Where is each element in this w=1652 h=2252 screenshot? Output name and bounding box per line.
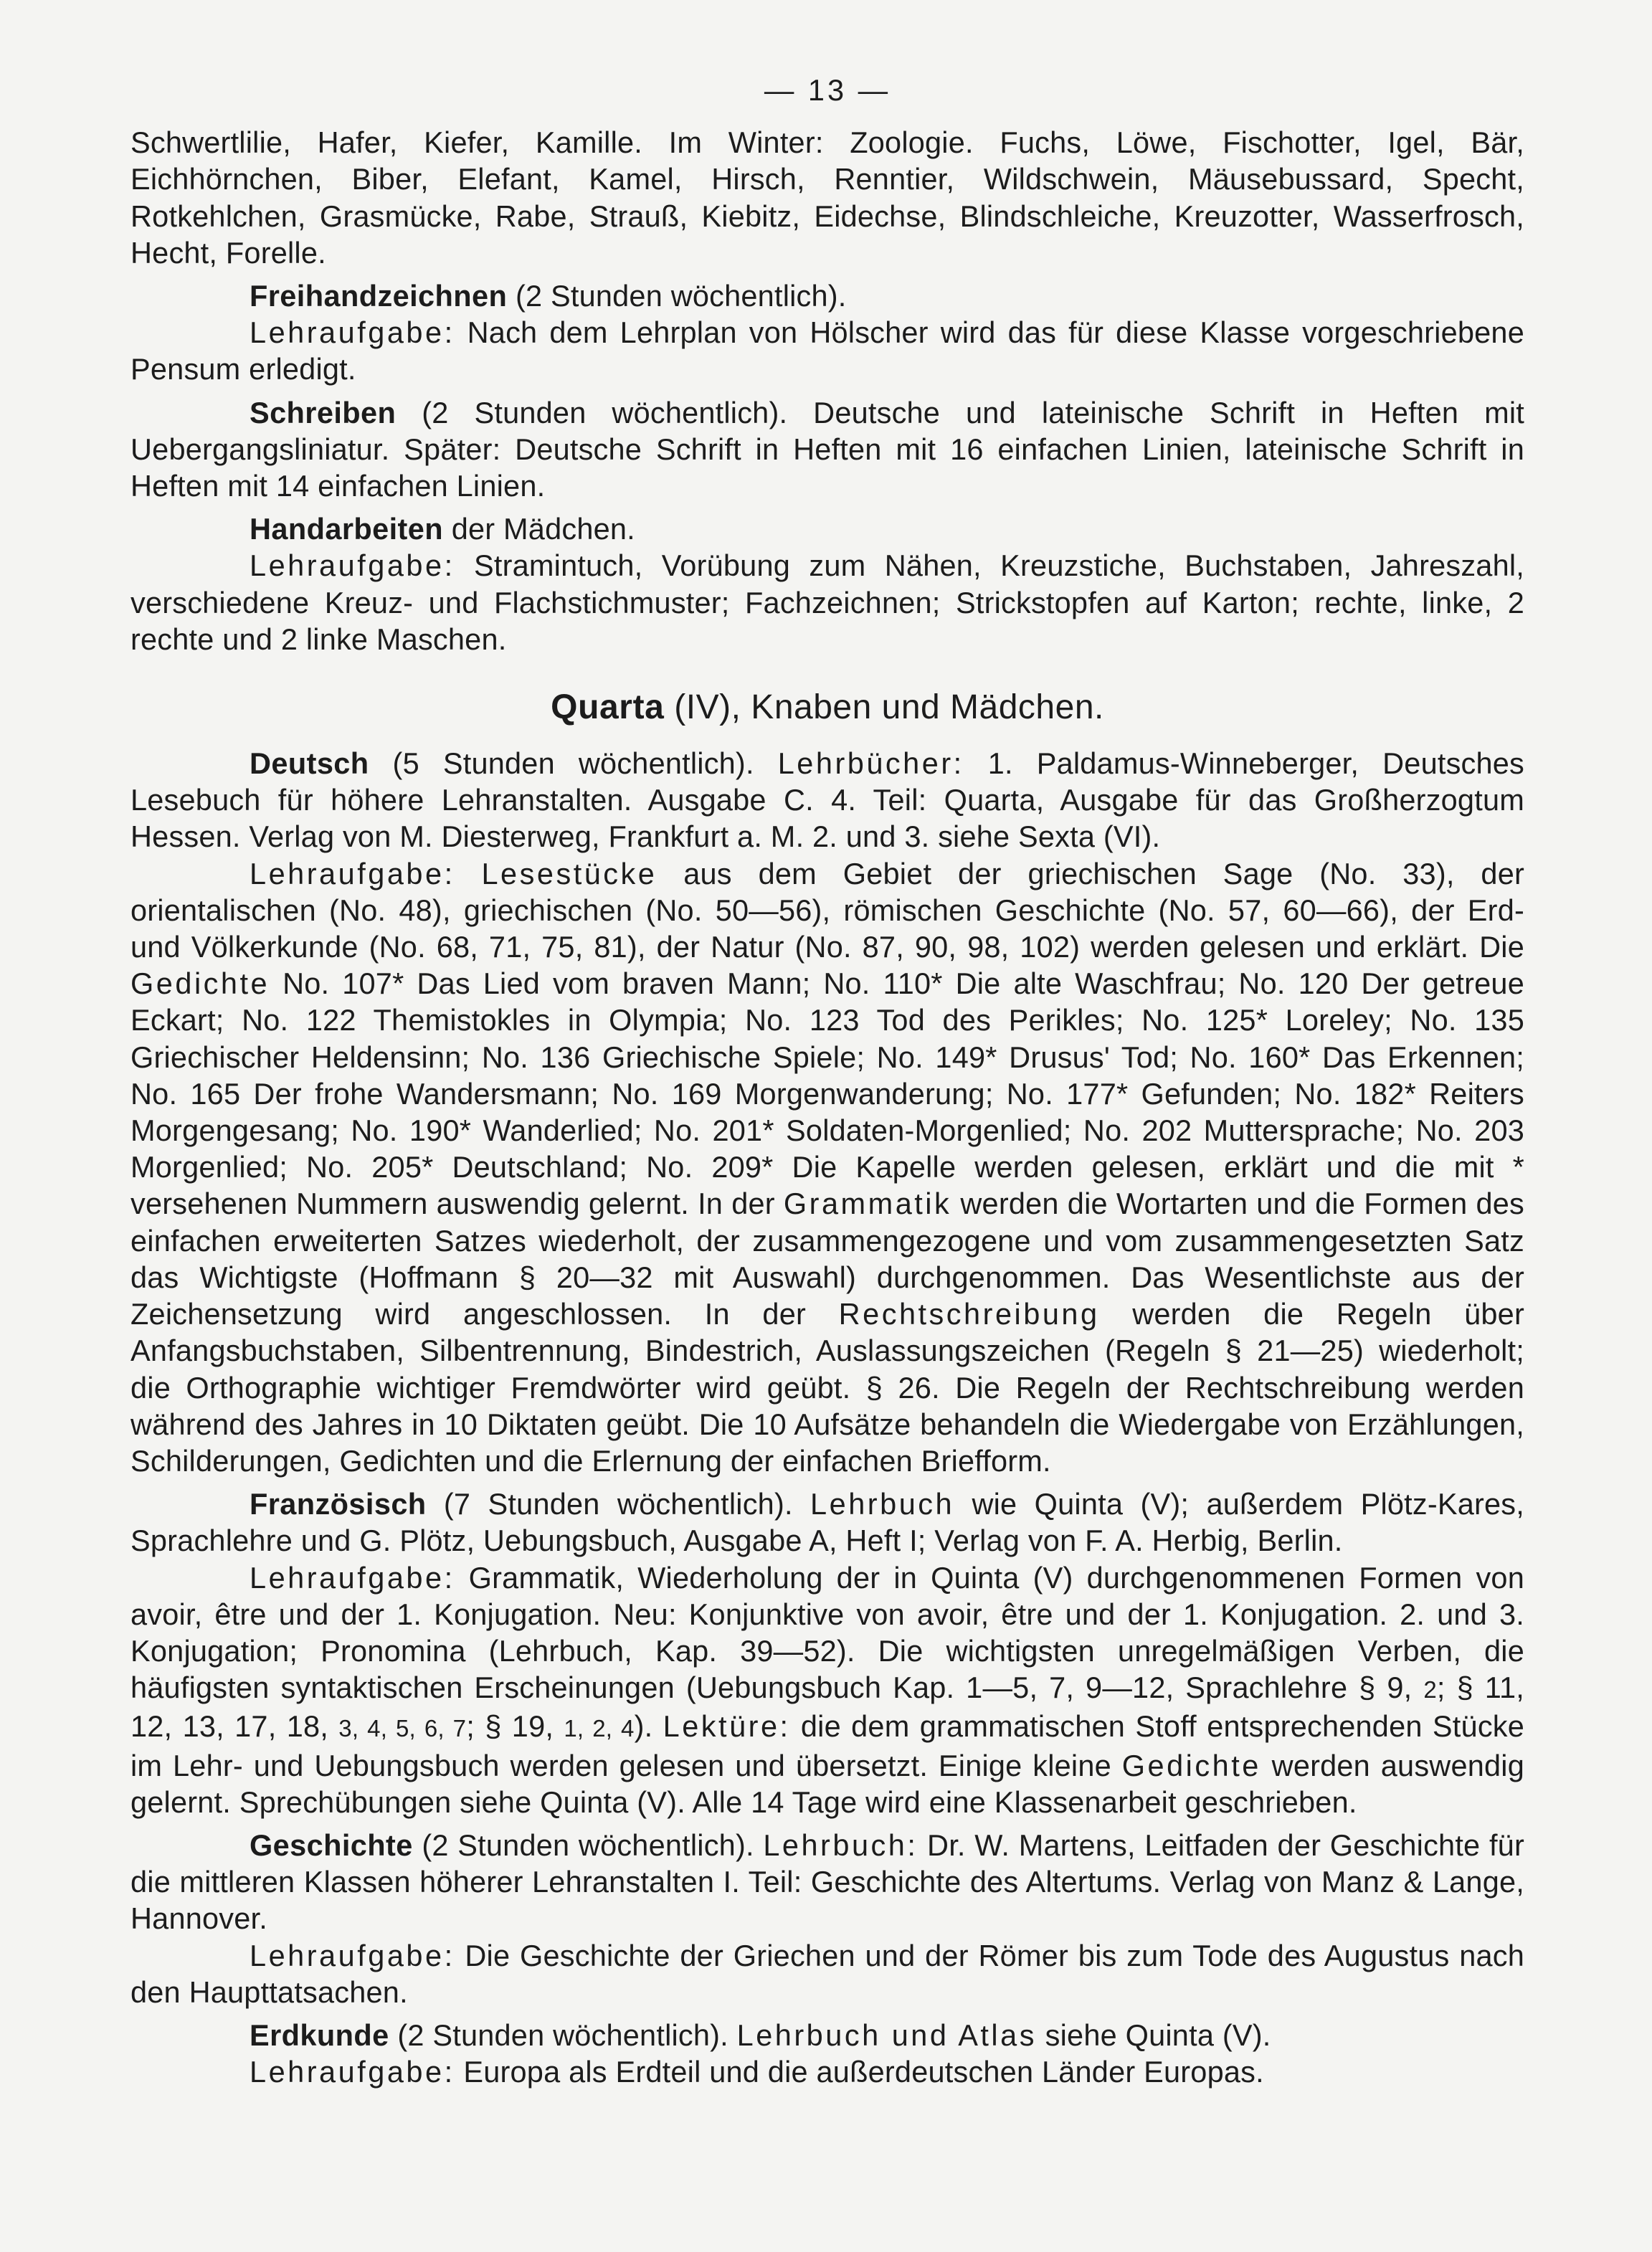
franzoesisch-paragraph: Französisch (7 Stunden wöchentlich). Lehrbuch wie Quinta (V); außerdem Plötz-Kares, Sprachlehre und G. Plötz, Uebungsbuch, Ausgabe A, Heft I; Verlag von F. A. Herbig, Berlin. <box>130 1487 1524 1558</box>
section-title-quarta: Quarta (IV), Knaben und Mädchen. <box>551 688 1104 727</box>
erdkunde-lehraufgabe: Lehraufgabe: Europa als Erdteil und die außerdeutschen Länder Europas. <box>250 2055 1264 2089</box>
schreiben-paragraph: Schreiben (2 Stunden wöchentlich). Deutsche und lateinische Schrift in Heften mit Uebergangsliniatur. Später: Deutsche Schrift in Heften mit 16 einfachen Linien, lateinische Schrift in Heften mit 14 einfachen Linien. <box>130 395 1524 503</box>
freihandzeichnen-heading: Freihandzeichnen (2 Stunden wöchentlich). <box>250 279 847 313</box>
deutsch-label: Deutsch <box>250 746 369 781</box>
erdkunde-paragraph: Erdkunde (2 Stunden wöchentlich). Lehrbuch und Atlas siehe Quinta (V). <box>250 2018 1271 2052</box>
handarbeiten-heading: Handarbeiten der Mädchen. <box>250 512 635 546</box>
schreiben-label: Schreiben <box>250 395 397 429</box>
document-page <box>130 72 1524 2090</box>
handarbeiten-lehraufgabe: Lehraufgabe: Stramintuch, Vorübung zum Nähen, Kreuzstiche, Buchstaben, Jahreszahl, verschiedene Kreuz- und Flachstichmuster; Fachzeichnen; Strickstopfen auf Karton; rechte, linke, 2 rechte und 2 linke Maschen. <box>130 548 1524 656</box>
handarbeiten-label: Handarbeiten <box>250 512 443 546</box>
freihandzeichnen-lehraufgabe: Lehraufgabe: Nach dem Lehrplan von Hölscher wird das für diese Klasse vorgeschriebene Pensum erledigt. <box>130 315 1524 386</box>
page-number: — 13 — <box>764 73 891 107</box>
deutsch-paragraph: Deutsch (5 Stunden wöchentlich). Lehrbücher: 1. Paldamus-Winneberger, Deutsches Lesebuch für höhere Lehranstalten. Ausgabe C. 4. Teil: Quarta, Ausgabe für das Großherzogtum Hessen. Verlag von M. Diesterweg, Frankfurt a. M. 2. und 3. siehe Sexta (VI). <box>130 746 1525 854</box>
erdkunde-label: Erdkunde <box>250 2018 389 2052</box>
geschichte-lehraufgabe: Lehraufgabe: Die Geschichte der Griechen und der Römer bis zum Tode des Augustus nach den Haupttatsachen. <box>130 1938 1524 2009</box>
franzoesisch-lehraufgabe: Lehraufgabe: Grammatik, Wiederholung der in Quinta (V) durchgenommenen Formen von avoir, être und der 1. Konjugation. Neu: Konjunktive von avoir, être und der 1. Konjugation. 2. und 3. Konjugation; Pronomina (Lehrbuch, Kap. 39—52). Die wichtigsten unregelmäßigen Verben, die häufigsten syntaktischen Erscheinungen (Uebungsbuch Kap. 1—5, 7, 9—12, Sprachlehre § 9, 2; § 11, 12, 13, 17, 18, 3, 4, 5, 6, 7; § 19, 1, 2, 4). Lektüre: die dem grammatischen Stoff entsprechenden Stücke im Lehr- und Uebungsbuch werden gelesen und übersetzt. Einige kleine Gedichte werden auswendig gelernt. Sprechübungen siehe Quinta (V). Alle 14 Tage wird eine Klassenarbeit geschrieben. <box>130 1560 1525 1819</box>
freihandzeichnen-label: Freihandzeichnen <box>250 279 508 313</box>
geschichte-paragraph: Geschichte (2 Stunden wöchentlich). Lehrbuch: Dr. W. Martens, Leitfaden der Geschichte für die mittleren Klassen höherer Lehranstalten I. Teil: Geschichte des Altertums. Verlag von Manz & Lange, Hannover. <box>130 1828 1524 1936</box>
deutsch-lehraufgabe: Lehraufgabe: Lesestücke aus dem Gebiet der griechischen Sage (No. 33), der orientalischen (No. 48), griechischen (No. 50—56), römischen Geschichte (No. 57, 60—66), der Erd- und Völkerkunde (No. 68, 71, 75, 81), der Natur (No. 87, 90, 98, 102) werden gelesen und erklärt. Die Gedichte No. 107* Das Lied vom braven Mann; No. 110* Die alte Waschfrau; No. 120 Der getreue Eckart; No. 122 Themistokles in Olympia; No. 123 Tod des Perikles; No. 125* Loreley; No. 135 Griechischer Heldensinn; No. 136 Griechische Spiele; No. 149* Drusus' Tod; No. 160* Das Erkennen; No. 165 Der frohe Wandersmann; No. 169 Morgenwanderung; No. 177* Gefunden; No. 182* Reiters Morgengesang; No. 190* Wanderlied; No. 201* Soldaten-Morgenlied; No. 202 Muttersprache; No. 203 Morgenlied; No. 205* Deutschland; No. 209* Die Kapelle werden gelesen, erklärt und die mit * versehenen Nummern auswendig gelernt. In der Grammatik werden die Wortarten und die Formen des einfachen erweiterten Satzes wiederholt, der zusammengezogene und vom zusammengesetzten Satz das Wichtigste (Hoffmann § 20—32 mit Auswahl) durchgenommen. Das Wesentlichste aus der Zeichensetzung wird angeschlossen. In der Rechtschreibung werden die Regeln über Anfangsbuchstaben, Silbentrennung, Bindestrich, Auslassungszeichen (Regeln § 21—25) wiederholt; die Orthographie wichtiger Fremdwörter wird geübt. § 26. Die Regeln der Rechtschreibung werden während des Jahres in 10 Diktaten geübt. Die 10 Aufsätze behandeln die Wiedergabe von Erzählungen, Schilderungen, Gedichten und die Erlernung der einfachen Briefform. <box>130 856 1525 1478</box>
paragraph-zoologie: Schwertlilie, Hafer, Kiefer, Kamille. Im Winter: Zoologie. Fuchs, Löwe, Fischotter, Igel, Bär, Eichhörnchen, Biber, Elefant, Kamel, Hirsch, Renntier, Wildschwein, Mäusebussard, Specht, Rotkehlchen, Grasmücke, Rabe, Strauß, Kiebitz, Eidechse, Blindschleiche, Kreuzotter, Wasserfrosch, Hecht, Forelle. <box>130 125 1524 270</box>
geschichte-label: Geschichte <box>250 1828 413 1862</box>
franzoesisch-label: Französisch <box>250 1487 427 1521</box>
